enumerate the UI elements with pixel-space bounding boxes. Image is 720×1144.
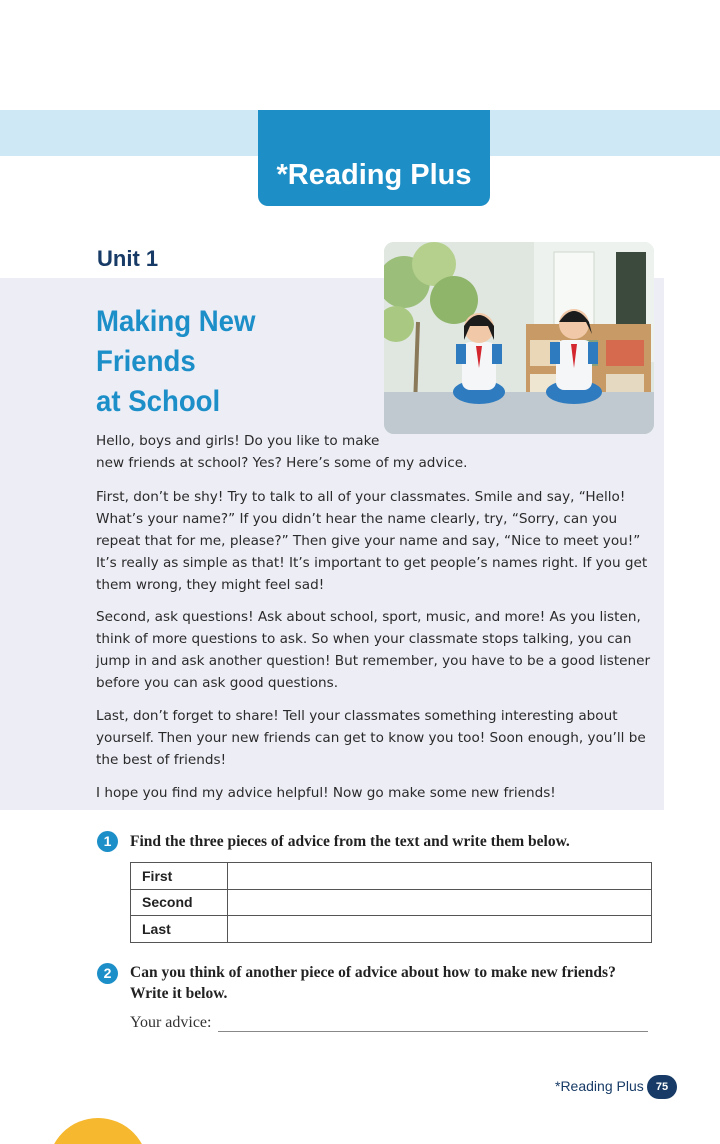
footer-section: *Reading Plus [555, 1078, 644, 1094]
paragraph-last: Last, don’t forget to share! Tell your classmates something interesting about yourself. Then your new friends can get to know you too! Soon enough, you’ll be the best of friends! [96, 708, 646, 768]
page-number: 75 [647, 1075, 677, 1099]
question-2-text [130, 962, 616, 1004]
intro-line-1: Hello, boys and girls! Do you like to make [96, 433, 380, 449]
question-2-line-2: Write it below. [130, 985, 228, 1002]
table-row [131, 889, 652, 916]
paragraph-second: Second, ask questions! Ask about school, sport, music, and more! As you listen, think of more questions to ask. So when your classmate stops talking, you can jump in and ask another question! But remember, you have to be a good listener before you can ask good questions. [96, 609, 651, 691]
lesson-title-line-2: at School [96, 385, 221, 418]
answer-cell[interactable] [228, 863, 652, 890]
advice-label: Your advice: [130, 1014, 212, 1031]
lesson-title [96, 302, 344, 422]
paragraph-first: First, don’t be shy! Try to talk to all of your classmates. Smile and say, “Hello! What’s your name?” If you didn’t hear the name clearly, try, “Sorry, can you repeat that for me, please?” Then give your name and say, “Nice to meet you!” It’s really as simple as that! It’s important to get people’s names right. If you get them wrong, they might feel sad! [96, 489, 648, 593]
question-1-text: Find the three pieces of advice from the text and write them below. [130, 833, 570, 850]
answer-cell[interactable] [228, 889, 652, 916]
table-row [131, 916, 652, 943]
question-2-badge: 2 [97, 963, 118, 984]
intro-line-2: new friends at school? Yes? Here’s some of my advice. [96, 455, 468, 471]
question-1-badge: 1 [97, 831, 118, 852]
row-label: Last [131, 916, 228, 943]
question-2-line-1: Can you think of another piece of advice about how to make new friends? [130, 964, 616, 981]
row-label: Second [131, 889, 228, 916]
paragraph-closing: I hope you find my advice helpful! Now go make some new friends! [96, 785, 556, 801]
table-row [131, 863, 652, 890]
advice-answer-line[interactable] [218, 1031, 648, 1032]
banner-title: *Reading Plus [276, 159, 472, 191]
advice-table [130, 862, 652, 943]
row-label: First [131, 863, 228, 890]
decorative-circle [48, 1118, 148, 1144]
students-photo [384, 242, 654, 434]
lesson-title-line-1: Making New Friends [96, 305, 256, 378]
students-illustration [384, 242, 654, 434]
unit-label: Unit 1 [97, 246, 159, 271]
answer-cell[interactable] [228, 916, 652, 943]
section-banner [258, 110, 490, 206]
